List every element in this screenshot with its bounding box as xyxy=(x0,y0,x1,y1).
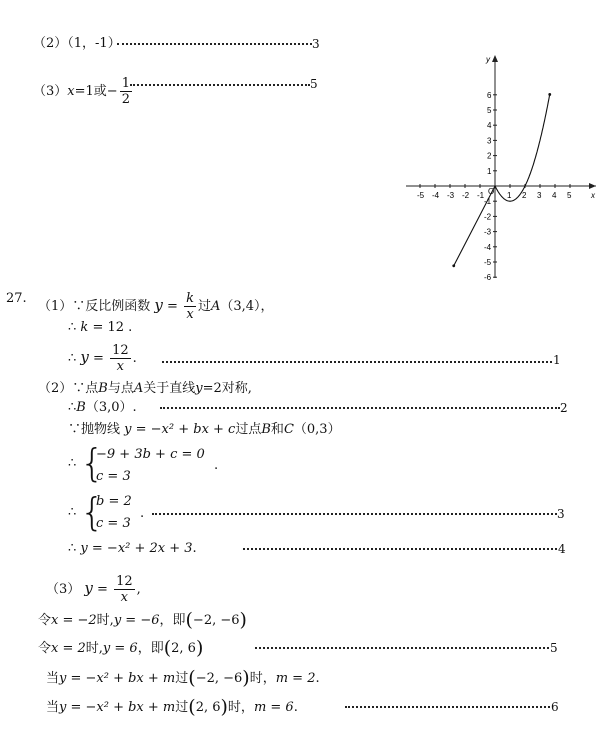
fraction-numerator: 12 xyxy=(116,574,133,589)
x-tick-label: -1 xyxy=(477,191,485,200)
text: . xyxy=(315,671,320,686)
text: （3,4）， xyxy=(220,299,274,314)
text: ，即 xyxy=(137,641,164,656)
text: 与点 xyxy=(107,381,134,396)
leader-dots xyxy=(130,84,310,86)
text: = 12 . xyxy=(88,320,133,335)
point-coordinates: 2, 6 xyxy=(195,700,221,715)
answer-26-3 xyxy=(33,76,134,107)
condition-x: x = −2 xyxy=(51,613,97,628)
text: . xyxy=(214,458,219,473)
y-tick-label: -6 xyxy=(484,273,492,280)
function-curve xyxy=(454,95,550,266)
leader-dots xyxy=(162,361,552,363)
question-number: 27. xyxy=(6,291,27,306)
y-tick-label: 6 xyxy=(487,90,492,100)
x-tick-label: -3 xyxy=(447,191,455,200)
y-tick-label: 4 xyxy=(487,121,492,131)
leader-dots xyxy=(160,407,560,409)
point-B: B xyxy=(261,422,271,437)
text: . xyxy=(293,700,298,715)
system-equation-1: −9 + 3b + c = 0 xyxy=(96,447,205,462)
y-tick-label: -5 xyxy=(484,258,492,267)
var-y: y xyxy=(154,296,163,314)
var-y: y xyxy=(195,381,203,396)
answer-27-2-line2 xyxy=(68,400,137,416)
fraction xyxy=(110,343,131,374)
text: 时， xyxy=(249,671,276,686)
therefore-symbol: ∴ xyxy=(68,320,77,335)
text: （0,3） xyxy=(293,422,341,437)
fraction-denominator: x xyxy=(186,307,194,322)
text: . xyxy=(132,351,137,366)
answer-27-1-line1 xyxy=(38,291,274,322)
text: 过 xyxy=(175,671,189,686)
x-tick-label: 3 xyxy=(537,191,542,200)
answer-27-2-line1 xyxy=(38,381,252,397)
y-tick-label: -4 xyxy=(484,242,492,252)
x-axis-arrow-icon xyxy=(589,183,596,189)
score-mark: 2 xyxy=(560,401,568,415)
point-C: C xyxy=(283,422,294,437)
var-k: k xyxy=(80,320,89,335)
parabola-result: y = −x² + 2x + 3 xyxy=(80,541,193,556)
score-mark: 3 xyxy=(557,507,565,521)
y-tick-label: 2 xyxy=(487,151,492,161)
answer-27-3-line1 xyxy=(46,574,141,605)
condition-x: x = 2 xyxy=(51,641,86,656)
text: 时, xyxy=(85,641,103,656)
answer-27-3-line3: 令x = 2时,y = 6，即(2, 6) xyxy=(38,637,204,659)
leader-dots xyxy=(117,43,312,45)
text: ∵抛物线 xyxy=(68,422,121,437)
point-coordinates: 2, 6 xyxy=(171,641,196,656)
fraction-denominator: x xyxy=(120,590,129,605)
leader-dots xyxy=(243,548,557,550)
text: =2对称, xyxy=(202,381,252,396)
y-tick-label: 5 xyxy=(487,106,492,115)
answer-26-2 xyxy=(33,36,121,52)
point-A: A xyxy=(210,299,221,314)
score-mark: 1 xyxy=(553,353,561,367)
parabola-equation: y = −x² + bx + m xyxy=(59,700,176,715)
point-A: A xyxy=(133,381,144,396)
fraction-denominator: 2 xyxy=(121,92,130,107)
system-solution-2: c = 3 xyxy=(96,516,131,531)
y-tick-label: 1 xyxy=(487,166,492,176)
text: 过 xyxy=(197,299,211,314)
y-axis-label: y xyxy=(486,55,490,64)
text: . xyxy=(192,541,197,556)
result-m: m = 6 xyxy=(253,700,294,715)
fraction xyxy=(120,76,132,107)
answer-27-1-line2 xyxy=(68,320,132,336)
y-tick-label: -2 xyxy=(484,212,492,222)
score-mark: 5 xyxy=(310,77,318,91)
y-tick-label: -3 xyxy=(484,227,492,237)
answer-26-3-eq: =1或− xyxy=(74,84,118,99)
fraction-numerator: 12 xyxy=(112,343,129,358)
fraction xyxy=(114,574,135,605)
text: （3,0）. xyxy=(85,400,137,415)
x-tick-label: 4 xyxy=(552,191,557,200)
text: 当 xyxy=(46,700,60,715)
text: 过点 xyxy=(235,422,262,437)
endpoint-left xyxy=(452,264,455,267)
text: = xyxy=(92,582,113,597)
text: 令 xyxy=(38,613,52,628)
left-brace-icon: { xyxy=(80,441,105,485)
score-mark: 5 xyxy=(550,641,558,655)
answer-27-3-line4: 当y = −x² + bx + m过(−2, −6)时，m = 2. xyxy=(46,667,320,689)
score-mark: 4 xyxy=(558,542,566,556)
text: 过 xyxy=(175,700,189,715)
text: . xyxy=(140,506,145,521)
y-axis-arrow-icon xyxy=(492,55,498,62)
therefore-symbol: ∴ xyxy=(68,505,77,520)
var-y: y xyxy=(80,348,89,366)
y-tick-label: 3 xyxy=(487,136,492,146)
text: （1）∵反比例函数 xyxy=(38,299,151,314)
text: 和 xyxy=(270,422,284,437)
therefore-symbol: ∴ xyxy=(68,456,77,471)
score-mark: 6 xyxy=(551,700,559,714)
text: 关于直线 xyxy=(143,381,196,396)
leader-dots xyxy=(255,647,549,649)
text: = xyxy=(88,351,109,366)
text: （3） xyxy=(46,582,81,597)
system-solution-1: b = 2 xyxy=(96,494,132,509)
x-tick-label: 5 xyxy=(567,191,572,200)
var-x: x xyxy=(67,84,75,99)
text: 当 xyxy=(46,671,60,686)
parabola-equation: y = −x² + bx + c xyxy=(124,422,236,437)
answer-27-2-result xyxy=(68,541,197,557)
answer-27-3-line2: 令x = −2时,y = −6，即(−2, −6) xyxy=(38,609,247,631)
x-tick-label: 2 xyxy=(522,191,527,200)
fraction-denominator: x xyxy=(116,359,125,374)
fraction-numerator: k xyxy=(186,291,194,306)
x-axis-label: x xyxy=(591,191,595,200)
text: 令 xyxy=(38,641,52,656)
leader-dots xyxy=(152,513,557,515)
fraction-numerator: 1 xyxy=(121,76,130,91)
point-B: B xyxy=(76,400,86,415)
x-tick-label: -5 xyxy=(417,191,425,200)
result-m: m = 2 xyxy=(275,671,316,686)
text: = xyxy=(162,299,183,314)
x-tick-label: 1 xyxy=(507,191,512,200)
x-tick-label: -4 xyxy=(432,191,440,200)
fraction xyxy=(184,291,196,322)
therefore-symbol: ∴ xyxy=(68,351,77,366)
answer-27-2-line3 xyxy=(68,422,341,438)
x-tick-label: -2 xyxy=(462,191,470,200)
text: ，即 xyxy=(159,613,186,628)
text: , xyxy=(136,582,141,597)
answer-27-3-line5: 当y = −x² + bx + m过(2, 6)时，m = 6. xyxy=(46,696,298,718)
endpoint-right xyxy=(548,93,551,96)
system-equation-2: c = 3 xyxy=(96,469,131,484)
left-brace-icon: { xyxy=(80,490,105,534)
result-y: y = −6 xyxy=(113,613,160,628)
therefore-symbol: ∴ xyxy=(68,541,77,556)
result-y: y = 6 xyxy=(102,641,138,656)
answer-27-1-line3 xyxy=(68,343,137,374)
point-coordinates: −2, −6 xyxy=(192,613,240,628)
text: 时, xyxy=(96,613,114,628)
point-B: B xyxy=(98,381,108,396)
score-mark: 3 xyxy=(312,37,320,51)
leader-dots xyxy=(345,706,550,708)
therefore-symbol: ∴ xyxy=(68,400,77,415)
function-graph xyxy=(400,50,600,280)
point-coordinates: −2, −6 xyxy=(195,671,243,686)
answer-26-3-prefix: （3） xyxy=(33,84,68,99)
text: 时， xyxy=(227,700,254,715)
text: （2）∵点 xyxy=(38,381,99,396)
y-tick-label: -1 xyxy=(484,197,492,207)
origin-label: O xyxy=(488,187,495,196)
var-y: y xyxy=(84,579,93,597)
answer-26-2-text: （2）（1，-1） xyxy=(33,36,121,51)
parabola-equation: y = −x² + bx + m xyxy=(59,671,176,686)
